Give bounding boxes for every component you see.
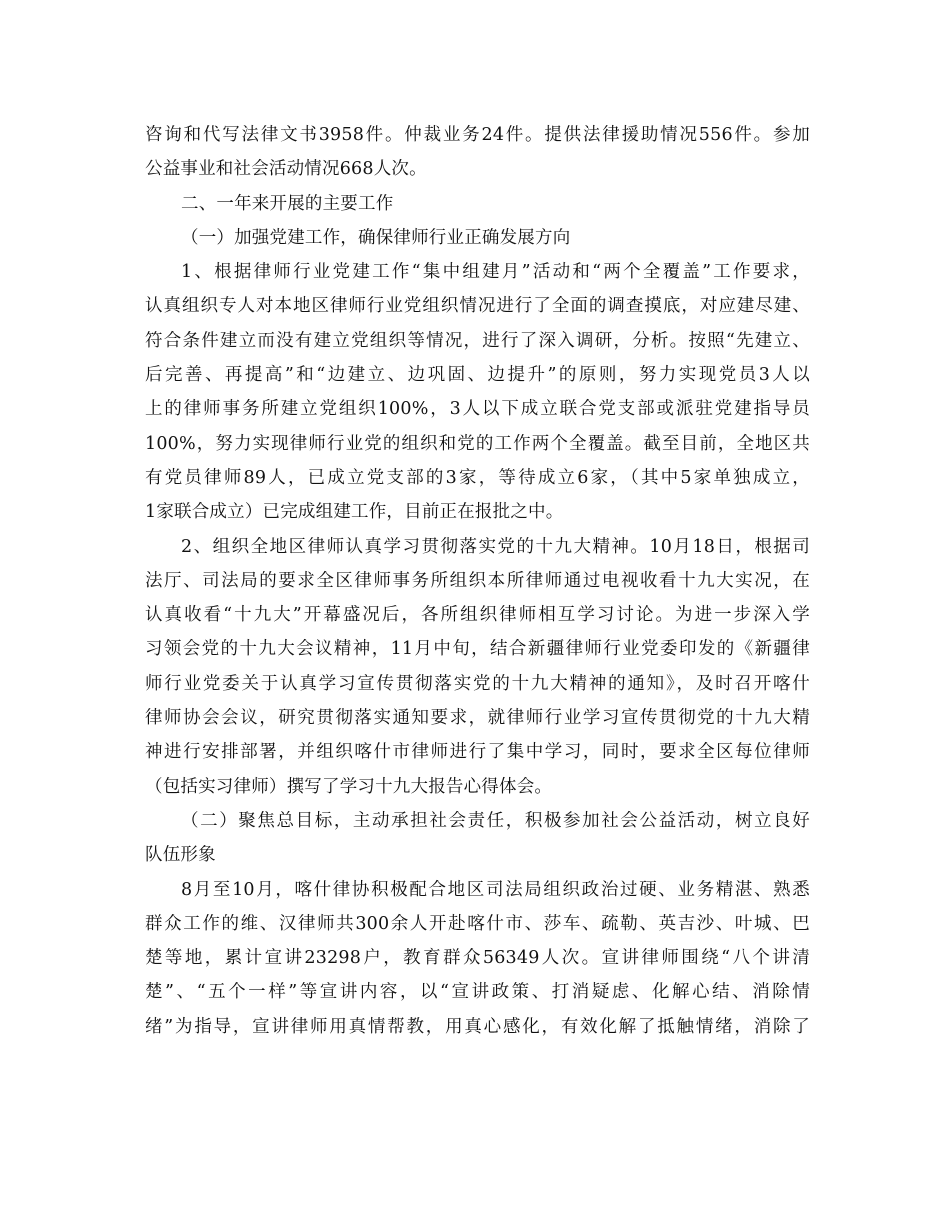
text-line: 2、组织全地区律师认真学习贯彻落实党的十九大精神。10月18日，根据司 xyxy=(181,536,810,557)
document-body xyxy=(145,118,810,1044)
text-line: 律师协会会议，研究贯彻落实通知要求，就律师行业学习宣传贯彻党的十九大精 xyxy=(145,708,810,729)
text-line: 100%，努力实现律师行业党的组织和党的工作两个全覆盖。截至目前，全地区共 xyxy=(145,433,810,454)
text-line: 1家联合成立）已完成组建工作，目前正在报批之中。 xyxy=(145,502,564,523)
text-line: 群众工作的维、汉律师共300余人开赴喀什市、莎车、疏勒、英吉沙、叶城、巴 xyxy=(145,913,810,934)
text-line: 咨询和代写法律文书3958件。仲裁业务24件。提供法律援助情况556件。参加 xyxy=(145,125,810,145)
text-line: 有党员律师89人，已成立党支部的3家，等待成立6家，（其中5家单独成立， xyxy=(145,467,810,488)
text-line: 认真收看“十九大”开幕盛况后，各所组织律师相互学习讨论。为进一步深入学 xyxy=(145,605,810,626)
text-line: 习领会党的十九大会议精神，11月中旬，结合新疆律师行业党委印发的《新疆律 xyxy=(145,639,810,660)
text-line: 上的律师事务所建立党组织100%，3人以下成立联合党支部或派驻党建指导员 xyxy=(145,399,810,420)
text-line: 二、一年来开展的主要工作 xyxy=(181,193,394,214)
text-line: 神进行安排部署，并组织喀什市律师进行了集中学习，同时，要求全区每位律师 xyxy=(145,742,810,763)
text-line: 后完善、再提高”和“边建立、边巩固、边提升”的原则，努力实现党员3人以 xyxy=(145,365,810,386)
text-line: 楚”、“五个一样”等宣讲内容，以“宣讲政策、打消疑虑、化解心结、消除情 xyxy=(145,982,810,1003)
text-line: （二）聚焦总目标，主动承担社会责任，积极参加社会公益活动，树立良好 xyxy=(181,810,810,831)
text-line: 楚等地，累计宣讲23298户，教育群众56349人次。宣讲律师围绕“八个讲清 xyxy=(145,948,810,969)
text-line: 1、根据律师行业党建工作“集中组建月”活动和“两个全覆盖”工作要求， xyxy=(181,262,810,283)
text-line: 绪”为指导，宣讲律师用真情帮教，用真心感化，有效化解了抵触情绪，消除了 xyxy=(145,1016,810,1037)
text-line: 8月至10月，喀什律协积极配合地区司法局组织政治过硬、业务精湛、熟悉 xyxy=(181,879,810,900)
text-line: 公益事业和社会活动情况668人次。 xyxy=(145,159,427,180)
text-line: 师行业党委关于认真学习宣传贯彻落实党的十九大精神的通知》，及时召开喀什 xyxy=(145,673,810,694)
text-line: 符合条件建立而没有建立党组织等情况，进行了深入调研，分析。按照“先建立、 xyxy=(145,330,810,351)
text-line: （包括实习律师）撰写了学习十九大报告心得体会。 xyxy=(145,776,553,797)
text-line: 法厅、司法局的要求全区律师事务所组织本所律师通过电视收看十九大实况，在 xyxy=(145,570,810,591)
text-line: 认真组织专人对本地区律师行业党组织情况进行了全面的调查摸底，对应建尽建、 xyxy=(145,296,810,317)
text-line: 队伍形象 xyxy=(145,845,216,866)
text-line: （一）加强党建工作，确保律师行业正确发展方向 xyxy=(181,227,571,248)
